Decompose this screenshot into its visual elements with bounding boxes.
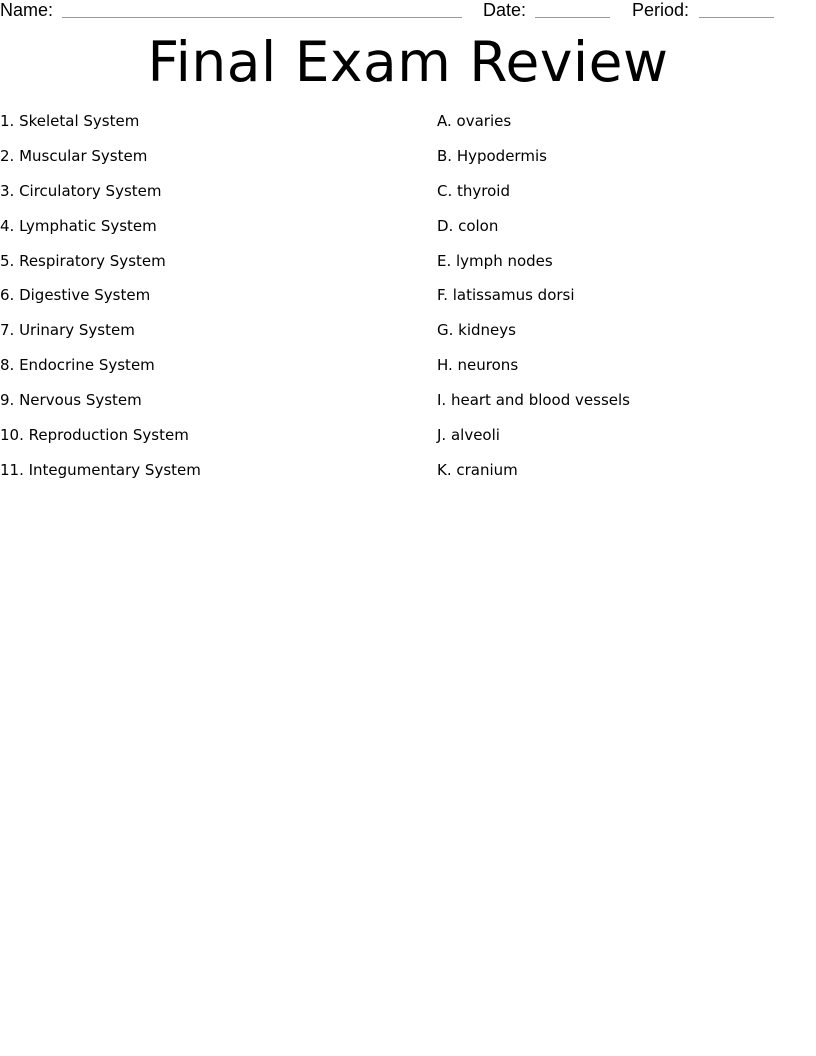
period-label: Period: — [632, 0, 690, 20]
name-label: Name: — [0, 0, 54, 20]
term-item: 9. Nervous System — [0, 391, 142, 410]
answers-column — [437, 111, 807, 495]
answer-item: C. thyroid — [437, 181, 510, 200]
answer-item: I. heart and blood vessels — [437, 391, 630, 410]
term-item: 4. Lymphatic System — [0, 216, 157, 235]
term-item: 6. Digestive System — [0, 286, 151, 305]
term-item: 8. Endocrine System — [0, 356, 155, 375]
term-item: 5. Respiratory System — [0, 251, 166, 270]
term-item: 3. Circulatory System — [0, 181, 162, 200]
term-item: 1. Skeletal System — [0, 112, 140, 130]
answer-item: G. kidneys — [437, 321, 516, 340]
term-item: 7. Urinary System — [0, 321, 135, 340]
answer-item: E. lymph nodes — [437, 251, 553, 270]
date-blank-line[interactable] — [535, 17, 610, 18]
answer-item: D. colon — [437, 216, 499, 235]
terms-column — [0, 111, 420, 495]
answer-item: K. cranium — [437, 460, 518, 479]
term-item: 2. Muscular System — [0, 146, 148, 165]
term-item: 10. Reproduction System — [0, 426, 189, 445]
term-item: 11. Integumentary System — [0, 460, 201, 479]
answer-item: F. latissamus dorsi — [437, 286, 575, 305]
header-row — [0, 0, 816, 22]
answer-item: A. ovaries — [437, 112, 512, 130]
name-blank-line[interactable] — [62, 17, 462, 18]
page-title: Final Exam Review — [147, 30, 669, 94]
answer-item: B. Hypodermis — [437, 146, 547, 165]
date-label: Date: — [483, 0, 527, 20]
answer-item: J. alveoli — [437, 426, 500, 445]
period-blank-line[interactable] — [699, 17, 774, 18]
answer-item: H. neurons — [437, 356, 519, 375]
